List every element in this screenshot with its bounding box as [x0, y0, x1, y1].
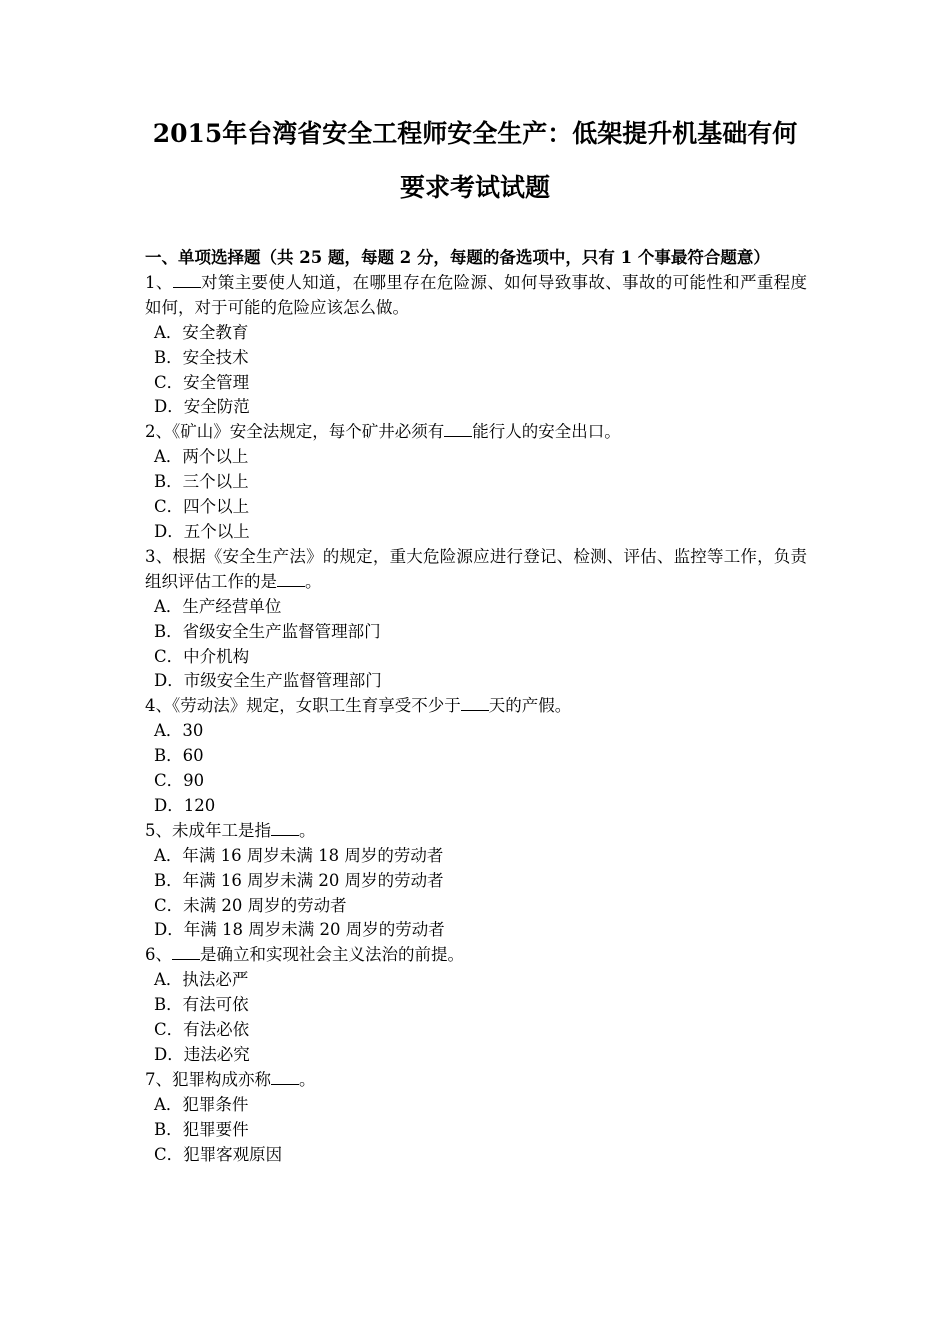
options-list	[145, 595, 807, 695]
question-6	[145, 943, 807, 1068]
question-4	[145, 694, 807, 819]
option-d: D．五个以上	[154, 521, 250, 541]
answer-blank	[444, 422, 472, 437]
document-body	[145, 246, 807, 1168]
option-b: B．三个以上	[154, 472, 249, 492]
question-text: 2、《矿山》安全法规定，每个矿井必须有 能行人的安全出口。	[145, 422, 621, 442]
option-a: A．犯罪条件	[154, 1094, 249, 1114]
document-title-line-1: 2015年台湾省安全工程师安全生产：低架提升机基础有何	[152, 119, 798, 148]
options-list	[145, 445, 807, 545]
question-number: 1、	[145, 272, 173, 292]
option-c: C．中介机构	[154, 646, 250, 666]
option-a: A．生产经营单位	[154, 596, 282, 616]
question-text: 7、犯罪构成亦称 。	[145, 1069, 316, 1089]
document-title-line-2: 要求考试试题	[399, 173, 550, 202]
answer-blank	[461, 696, 489, 711]
question-number: 4、	[145, 696, 172, 716]
options-list	[145, 968, 807, 1068]
options-list	[145, 719, 807, 819]
question-7	[145, 1068, 807, 1168]
option-c: C．未满 20 周岁的劳动者	[154, 895, 347, 915]
option-c: C．四个以上	[154, 497, 250, 517]
question-number: 5、	[145, 820, 172, 840]
option-c: C．有法必依	[154, 1020, 250, 1040]
question-1	[145, 271, 807, 420]
question-text: 4、《劳动法》规定，女职工生育享受不少于 天的产假。	[145, 696, 572, 716]
option-d: D．安全防范	[154, 397, 250, 417]
option-b: B．省级安全生产监督管理部门	[154, 621, 381, 641]
option-d: D．市级安全生产监督管理部门	[154, 671, 382, 691]
question-text: 3、根据《安全生产法》的规定，重大危险源应进行登记、检测、评估、监控等工作，负责组织评估工作的是 。	[145, 546, 808, 591]
question-number: 3、	[145, 546, 173, 566]
options-list	[145, 844, 807, 944]
answer-blank	[277, 572, 305, 587]
answer-blank	[172, 945, 200, 960]
option-d: D．120	[154, 795, 216, 815]
option-b: B．60	[154, 746, 204, 766]
option-a: A．执法必严	[154, 970, 249, 990]
question-number: 6、	[145, 945, 172, 965]
option-b: B．年满 16 周岁未满 20 周岁的劳动者	[154, 870, 444, 890]
section-heading: 一、单项选择题（共 25 题，每题 2 分，每题的备选项中，只有 1 个事最符合题意）	[145, 248, 770, 267]
option-a: A．安全教育	[154, 322, 249, 342]
options-list	[145, 321, 807, 421]
question-text: 5、未成年工是指 。	[145, 820, 316, 840]
question-2	[145, 420, 807, 545]
option-c: C．安全管理	[154, 372, 250, 392]
options-list	[145, 1093, 807, 1168]
option-d: D．违法必究	[154, 1045, 250, 1064]
option-d: D．年满 18 周岁未满 20 周岁的劳动者	[154, 920, 445, 940]
question-number: 7、	[145, 1069, 172, 1089]
option-a: A．年满 16 周岁未满 18 周岁的劳动者	[154, 845, 444, 865]
option-b: B．安全技术	[154, 347, 249, 367]
question-5	[145, 819, 807, 944]
option-a: A．30	[154, 721, 204, 741]
option-b: B．犯罪要件	[154, 1119, 249, 1139]
question-text: 1、 对策主要使人知道，在哪里存在危险源、如何导致事故、事故的可能性和严重程度如何，对于可能的危险应该怎么做。	[145, 272, 808, 317]
question-number: 2、	[145, 422, 172, 442]
option-c: C．90	[154, 771, 205, 791]
answer-blank	[173, 273, 201, 288]
question-3	[145, 545, 807, 694]
option-c: C．犯罪客观原因	[154, 1144, 283, 1164]
option-b: B．有法可依	[154, 995, 249, 1015]
answer-blank	[271, 1070, 299, 1085]
answer-blank	[271, 821, 299, 836]
question-text: 6、 是确立和实现社会主义法治的前提。	[145, 945, 464, 965]
option-a: A．两个以上	[154, 447, 249, 467]
